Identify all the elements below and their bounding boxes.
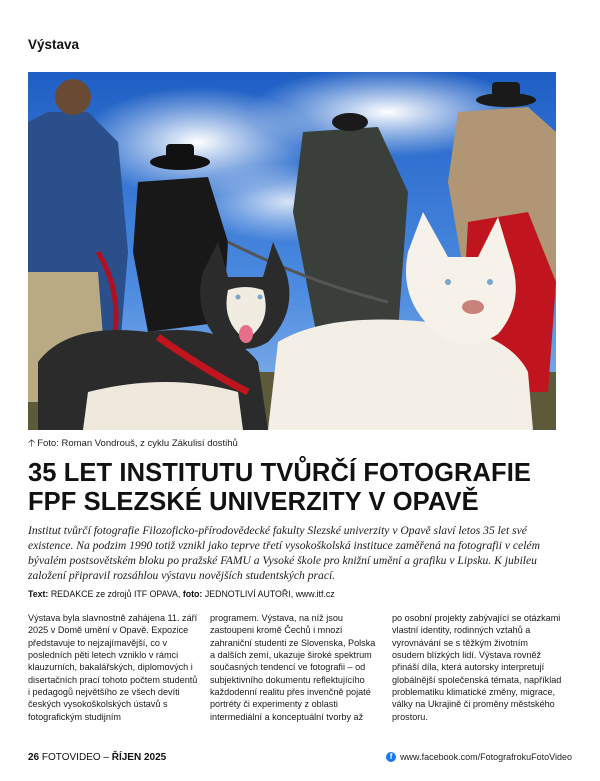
body-column-1: Výstava byla slavnostně zahájena 11. září 2025 v Domě umění v Opavě. Expozice představuje to nejzajímavější, co v posledních pěti letech vzniklo v rámci klauzurních, bakalářských, diplomových i disertačních prací tohoto počtem studentů i pedagogů největšího ze všech devíti českých vysokoškolských ústavů s fotografickým studijním: [28, 613, 198, 722]
issue-date: ŘÍJEN 2025: [111, 752, 167, 763]
photo-huskies: [28, 72, 556, 430]
section-label: Výstava: [28, 37, 80, 52]
body-column-3: po osobní projekty zabývající se otázkami vlastní identity, rodinných vztahů a vyrovnávání se s těžkým životním osudem blízkých lidí. Výstava rovněž přináší díla, která autorsky interpretují globálnější společenská témata, například problematiku klimatické změny, migrace, války na Ukrajině či proměny městského prostoru.: [392, 613, 562, 722]
headline: 35 LET INSTITUTU TVŮRČÍ FOTOGRAFIE FPF SLEZSKÉ UNIVERZITY V OPAVĚ: [28, 459, 532, 516]
credit-text-label: Text:: [28, 589, 49, 599]
photo-caption: [28, 436, 238, 453]
magazine-name: FOTOVIDEO: [41, 752, 101, 763]
person-head: [55, 79, 91, 115]
credit-text-value: REDAKCE ze zdrojů ITF OPAVA,: [50, 589, 181, 599]
husky-dark-belly: [83, 382, 243, 430]
husky-eye: [258, 295, 263, 300]
husky-tongue: [239, 325, 253, 343]
arrow-up-icon: 🡡: [28, 438, 36, 449]
folio: [28, 752, 166, 763]
folio-dash: –: [103, 752, 109, 763]
body-column-2: programem. Výstava, na níž jsou zastoupeni kromě Čechů i mnozí zahraniční studenti ze Slovenska, Polska a dalších zemí, ukazuje široké spektrum současných tendencí ve fotografii – od subjektivního dokumentu reflektujícího každodenní realitu přes invenčně pojaté portréty či experimenty z oblasti intermediální a konceptuální tvorby až: [210, 613, 376, 722]
right-hat-crown: [492, 82, 520, 100]
husky-eye: [487, 279, 493, 285]
facebook-url[interactable]: www.facebook.com/FotografrokuFotoVideo: [400, 752, 572, 762]
credit-foto-value: JEDNOTLIVÍ AUTOŘI, www.itf.cz: [204, 589, 335, 599]
husky-eye: [236, 295, 241, 300]
page-number: 26: [28, 752, 40, 763]
lead-paragraph: Institut tvůrčí fotografie Filozoficko-přírodovědecké fakulty Slezské univerzity v Opavě slaví letos 35 let své existence. Na podzim 1990 totiž vznikl jako teprve třetí vysokoškolská instituce zaměřená na fotografii v celém bývalém postsovětském bloku po pražské FAMU a Vysoké škole pro knižní umění a grafiku v Lipsku. K jubileu založení připravil rozsáhlou výstavu novějších studentských prací.: [28, 524, 540, 582]
credit-foto-label: foto:: [182, 589, 203, 599]
cap: [332, 113, 368, 131]
hat-crown: [166, 144, 194, 162]
husky-eye: [445, 279, 451, 285]
caption-text: Foto: Roman Vondrouš, z cyklu Zákulisí dostihů: [37, 438, 238, 449]
facebook-link[interactable]: [386, 752, 572, 762]
credit-line: [28, 589, 335, 599]
husky-white-nose: [462, 300, 484, 314]
facebook-icon: f: [386, 752, 396, 762]
